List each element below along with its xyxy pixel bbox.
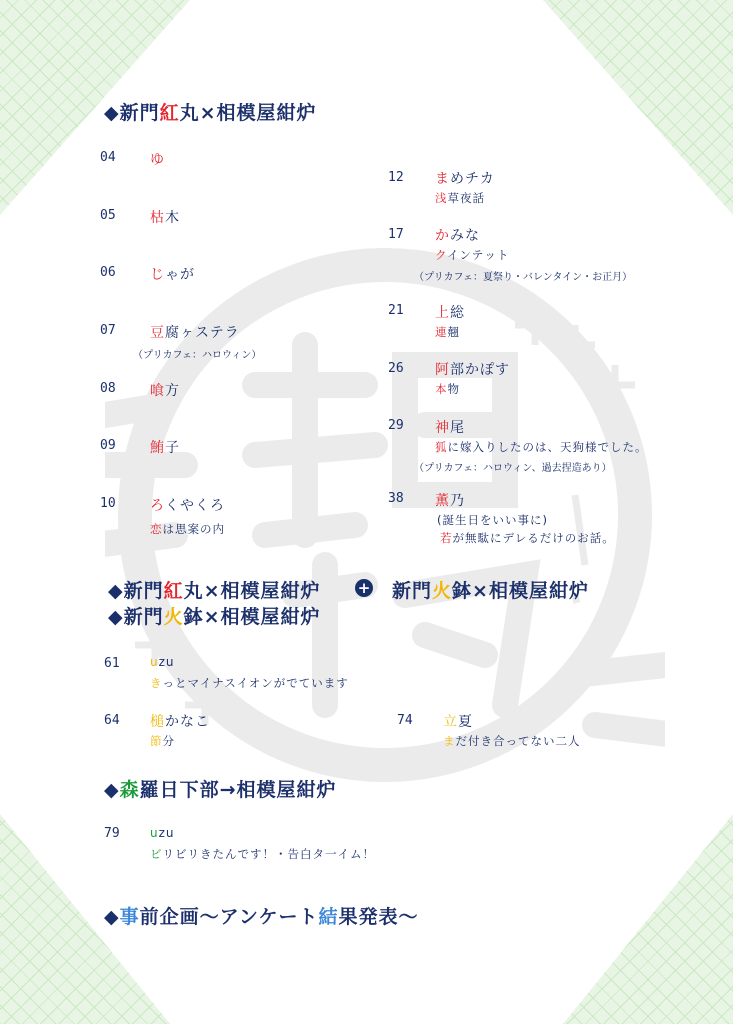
entry-title: 喰方 [150,383,180,399]
entry-number: 74 [397,713,413,728]
entry-number: 61 [104,656,120,671]
entry-number: 64 [104,713,120,728]
entry-number: 06 [100,265,116,280]
entry-subtitle: 節分 [150,734,175,748]
entry-subtitle: きっとマイナスイオンがでています [150,676,349,690]
entry-number: 08 [100,381,116,396]
entry-title: ろくやくろ [150,498,225,514]
entry-title: 阿部かぽす [435,362,510,378]
entry-title: ゆ [150,152,165,168]
entry-subtitle: 連翹 [435,325,460,339]
section-heading-3: ◆森羅日下部→相模屋紺炉 [104,779,337,801]
entry-title: 神尾 [435,420,465,436]
entry-title: uzu [150,826,175,840]
entry-note: （プリカフェ：ハロウィン） [133,350,262,361]
entry-title: 槌かなこ [150,714,210,730]
entry-title: まめチカ [435,171,495,187]
entry-title: 立夏 [443,714,473,730]
entry-title: uzu [150,655,175,669]
entry-title: 豆腐ヶステラ [150,325,240,341]
entry-number: 09 [100,438,116,453]
entry-subtitle: クインテット [435,248,510,262]
entry-number: 10 [100,496,116,511]
entry-title: 薫乃 [435,493,465,509]
entry-subtitle: (誕生日をいい事に) [437,513,548,527]
entry-subtitle: 本物 [435,382,460,396]
entry-number: 26 [388,361,404,376]
entry-number: 38 [388,491,404,506]
entry-number: 05 [100,208,116,223]
entry-title: じゃが [150,267,195,283]
corner-pattern-top-right [543,0,733,215]
entry-number: 12 [388,170,404,185]
entry-subtitle: 狐に嫁入りしたのは、天狗様でした。 [435,440,648,454]
entry-number: 29 [388,418,404,433]
entry-number: 04 [100,150,116,165]
entry-note: （プリカフェ：夏祭り・バレンタイン・お正月） [414,272,633,283]
entry-note: （プリカフェ：ハロウィン、過去捏造あり） [414,463,612,474]
entry-title: 上総 [435,305,465,321]
section-heading-2a: ◆新門紅丸×相模屋紺炉 [108,580,321,602]
entry-number: 17 [388,227,404,242]
entry-number: 07 [100,323,116,338]
section-heading-1: ◆新門紅丸×相模屋紺炉 [104,102,317,124]
entry-subtitle: 若が無駄にデレるだけのお話。 [440,531,615,545]
entry-subtitle: まだ付き合ってない二人 [443,734,581,748]
entry-number: 79 [104,826,120,841]
entry-title: かみな [435,228,480,244]
corner-pattern-bottom-right [563,814,733,1024]
entry-title: 枯木 [150,210,180,226]
section-heading-2c: ◆新門火鉢×相模屋紺炉 [108,606,321,628]
entry-subtitle: 恋は思案の内 [150,522,225,536]
plus-icon: + [355,579,373,597]
entry-title: 鮪子 [150,440,180,456]
section-heading-2b: 新門火鉢×相模屋紺炉 [392,580,589,602]
entry-subtitle: 浅草夜話 [435,191,485,205]
entry-number: 21 [388,303,404,318]
section-heading-4: ◆事前企画〜アンケート結果発表〜 [104,906,419,928]
entry-subtitle: ビリビリきたんです！・告白タ一イム！ [150,847,375,861]
